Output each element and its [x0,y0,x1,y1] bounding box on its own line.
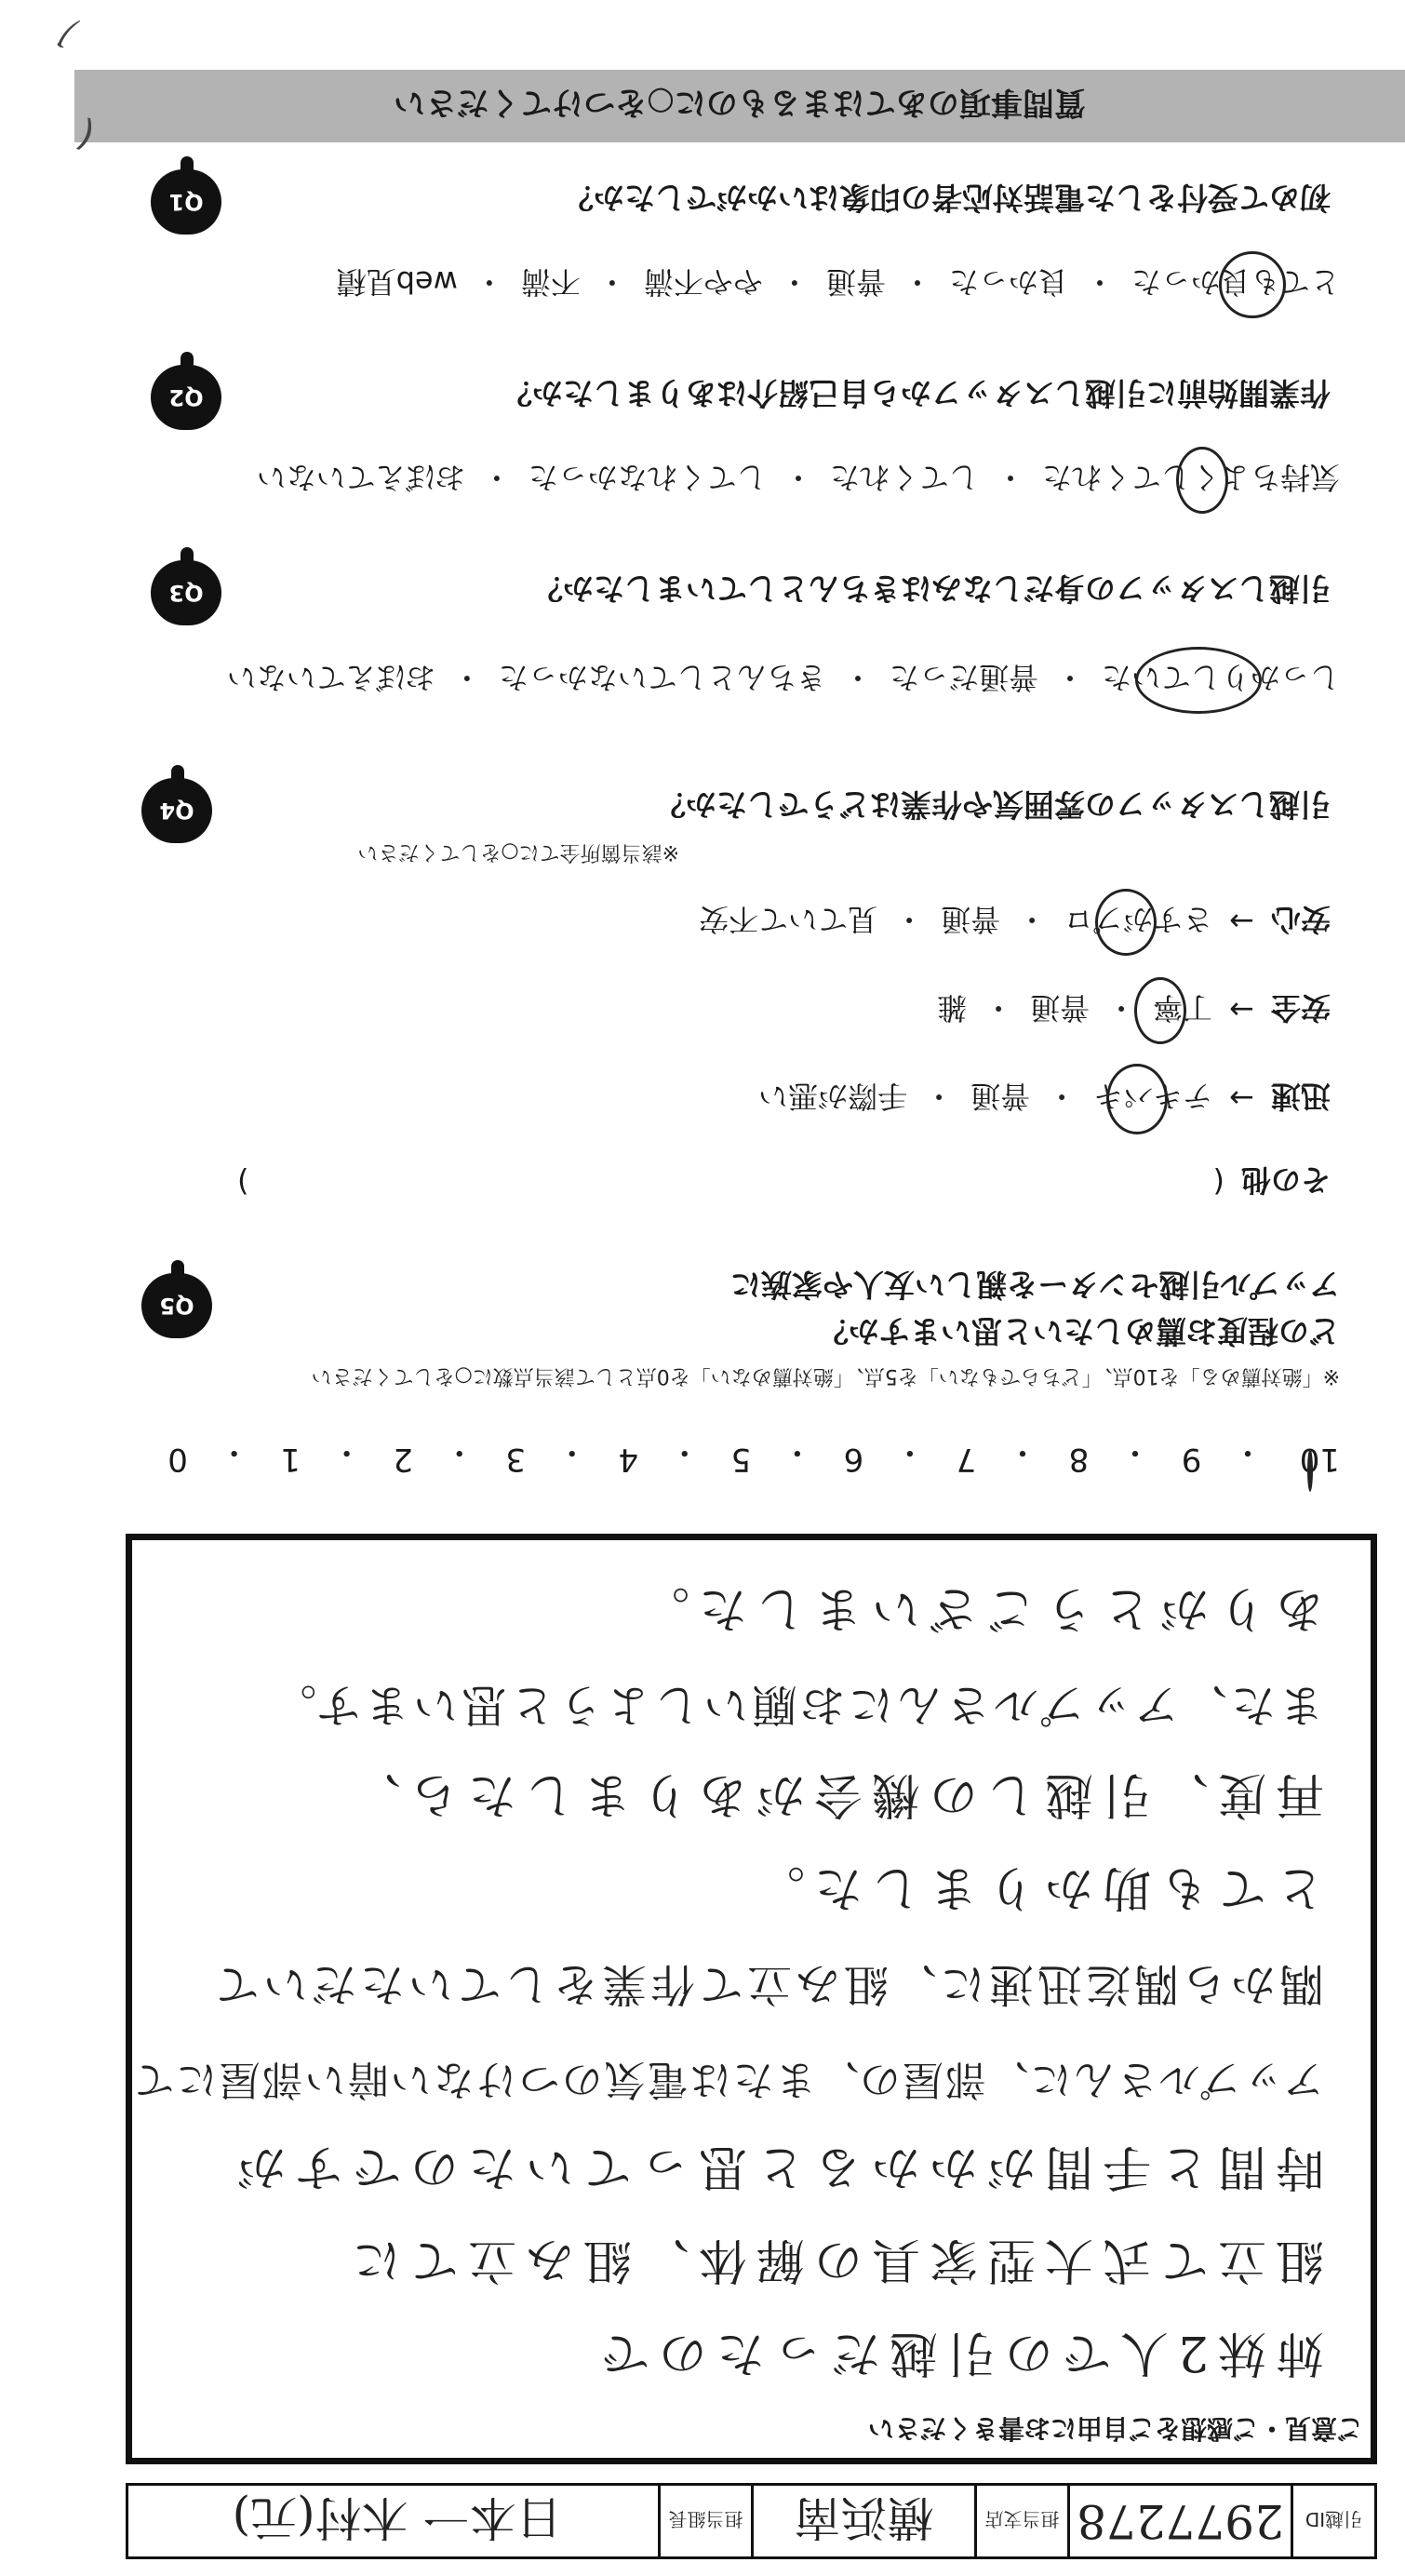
q1-opt-good[interactable]: 良かった [948,264,1068,300]
comments-box [126,1534,1377,2464]
branch-label: 担当支店 [974,2486,1067,2556]
q2-opt-didnot[interactable]: してくれなかった [528,460,767,495]
comment-line: アップルさんに、部屋の、または電気のつけない暗い部屋にて [131,2056,1324,2103]
q2-options: 気持ちよくしてくれた ・ してくれた ・ してくれなかった ・ おぼえていない [257,458,1340,501]
q1-options: とても良かった ・ 良かった ・ 普通 ・ やや不満 ・ 不満 ・ web見積 [337,262,1340,305]
q5-note: ※「絶対薦める」を10点、「どちらでもない」を5点、「絶対薦めない」を0点として該当点数に○をしてください [311,1364,1340,1388]
selected-circle [1106,1064,1168,1134]
q3-opt-normal[interactable]: 普通だった [889,660,1038,695]
comments-title: ご意見・ご感想をご自由にお書きください [867,2413,1363,2444]
q4-badge: Q4 [141,778,212,843]
comment-line: とても助かりました。 [746,1859,1324,1915]
q4-speed-opt-quick[interactable]: テキパキ [1093,1077,1212,1120]
comment-line: 隅から隅迄迅速に、組み立て作業をしていただいて [210,1958,1324,2010]
team-label: 担当組長 [658,2486,751,2556]
q2-opt-pleasant[interactable]: 気持ちよくしてくれた [1042,458,1340,501]
selected-circle [1095,889,1157,956]
scale-6[interactable]: 6 [843,1441,864,1478]
selected-circle [1219,251,1286,318]
comment-line: 再度、引越しの機会がありましたら、 [342,1766,1324,1822]
recommend-scale: 10 ・ 9 ・ 8 ・ 7 ・ 6 ・ 5 ・ 4 ・ 3 ・ 2 ・ 1 ・ 0 [167,1432,1340,1478]
q4-relief-opt-anxious[interactable]: 見ていて不安 [699,902,878,937]
q5-text-1: アップル引越センターを親しい友人や家族に [729,1267,1340,1303]
selected-circle [1176,447,1228,514]
scale-10[interactable]: 10 [1294,1432,1340,1478]
team-value: 日本一 木村(元) [232,2490,563,2544]
scale-0[interactable]: 0 [167,1441,188,1478]
q4-relief-opt-normal[interactable]: 普通 [941,902,1001,937]
pen-mark: ( [71,112,100,158]
q1-badge: Q1 [151,169,221,235]
q4-other-label: その他 [1240,1162,1331,1198]
header-strip [126,2483,1377,2559]
q4-speed-label: 迅速 [1270,1079,1331,1114]
q3-opt-dontknow[interactable]: おぼえていない [226,660,435,695]
selected-circle [1134,977,1186,1044]
q4-other-row [237,1161,1331,1203]
q4-text: 引越しスタッフの雰囲気や作業はどうでしたか？ [655,786,1331,823]
q2-opt-dontknow[interactable]: おぼえていない [256,460,465,495]
q4-other-close: ) [237,1164,249,1200]
q1-opt-normal[interactable]: 普通 [825,264,886,300]
scale-7[interactable]: 7 [956,1441,977,1478]
scale-4[interactable]: 4 [618,1441,639,1478]
comment-line: ありがとうございました。 [631,1580,1324,1636]
q2-text: 作業開始前に引越しスタッフから自己紹介はありましたか？ [502,375,1331,411]
branch-value: 横浜南 [751,2486,974,2556]
q4-safety-opt-careful[interactable]: 丁寧 [1153,988,1212,1031]
comment-line: 組立て式大型家具の解体、組み立てに [342,2232,1324,2288]
q2-badge: Q2 [151,365,221,430]
comment-line: また、アップルさんにお願いしようと思います。 [268,1679,1324,1731]
scale-5[interactable]: 5 [730,1441,752,1478]
selected-circle [1135,647,1262,714]
q1-opt-verygood[interactable]: とても良かった [1131,262,1340,305]
q1-text: 初めて受付をした電話対応者の印象はいかがでしたか？ [563,180,1331,216]
scale-2[interactable]: 2 [393,1441,413,1478]
q4-safety-label: 安全 [1270,990,1331,1026]
arrow-icon: → [1229,1080,1254,1116]
scale-3[interactable]: 3 [505,1441,527,1478]
q3-options: しっかりしていた ・ 普通だった ・ きちんとしていなかった ・ おぼえていない [227,658,1340,701]
arrow-icon: → [1229,992,1254,1027]
q4-note: ※該当箇所全てに○をしてください [357,840,679,864]
q4-speed-opt-bad[interactable]: 手際が悪い [758,1079,908,1114]
q3-opt-good[interactable]: しっかりしていた [1102,658,1340,701]
q3-opt-bad[interactable]: きちんとしていなかった [498,660,826,695]
id-value: 2977278 [1067,2486,1291,2556]
pen-mark: ノ [48,12,86,55]
q4-safety-opt-rough[interactable]: 雑 [937,990,968,1026]
q3-text: 引越しスタッフの身だしなみはきちんとしていましたか？ [532,570,1331,607]
selected-circle [1307,1449,1313,1492]
arrow-icon: → [1229,904,1254,939]
scale-8[interactable]: 8 [1068,1441,1090,1478]
q2-opt-did[interactable]: してくれた [829,460,979,495]
q4-speed-row: 迅速 → テキパキ ・ 普通 ・ 手際が悪い [758,1077,1331,1120]
q4-relief-opt-pro[interactable]: さすがプロ [1064,900,1212,943]
scale-9[interactable]: 9 [1181,1441,1202,1478]
q4-speed-opt-normal[interactable]: 普通 [970,1079,1031,1114]
scale-1[interactable]: 1 [280,1441,301,1478]
q1-opt-web[interactable]: web見積 [336,264,458,300]
comment-line: 姉妹2人での引越だったので [591,2325,1324,2381]
id-label: 引越ID [1291,2486,1374,2556]
q4-other-open: ( [1212,1164,1224,1200]
q5-badge: Q5 [141,1273,212,1338]
q4-safety-row: 安全 → 丁寧 ・ 普通 ・ 雑 [937,988,1331,1031]
q5-text-2: どの程度お薦めしたいと思いますか？ [818,1313,1340,1349]
q1-opt-somewhat-bad[interactable]: やや不満 [643,264,763,300]
q4-relief-label: 安心 [1270,902,1331,937]
comment-line: 時間と手間がかかると思っていたのですが [227,2139,1324,2194]
instruction-band: 質問事項のあてはまるものに○をつけてください [74,70,1405,142]
q3-badge: Q3 [151,560,221,625]
q1-opt-bad[interactable]: 不満 [520,264,581,300]
q4-relief-row: 安心 → さすがプロ ・ 普通 ・ 見ていて不安 [699,900,1331,943]
q4-safety-opt-normal[interactable]: 普通 [1030,990,1091,1026]
